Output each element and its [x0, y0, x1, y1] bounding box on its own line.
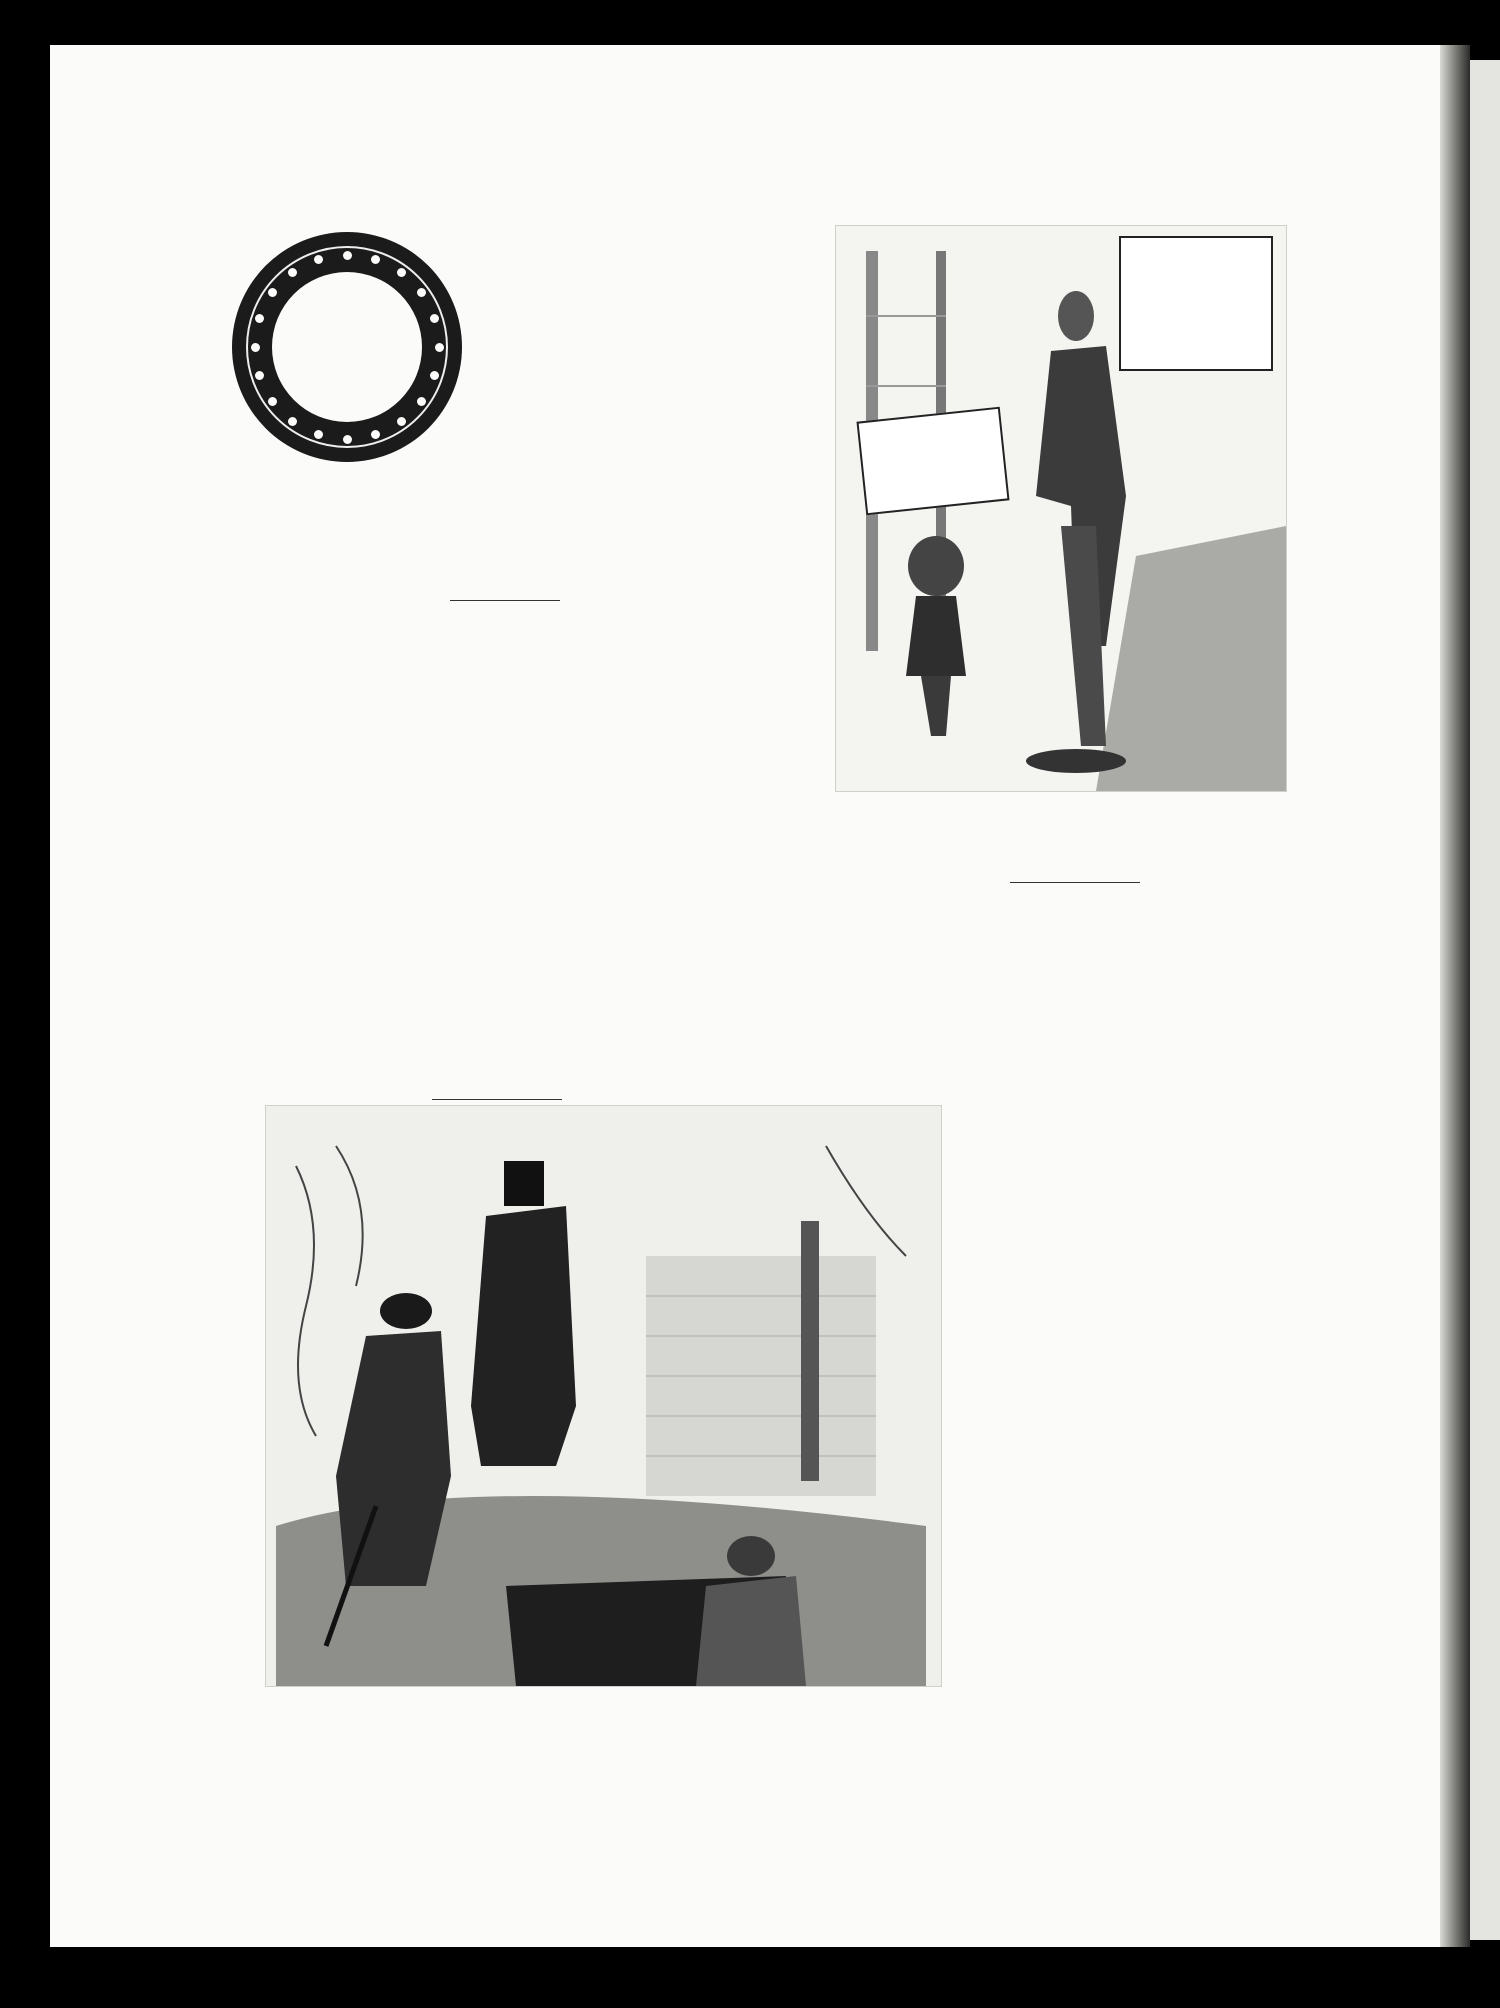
giant-head	[1058, 291, 1094, 341]
divider	[450, 600, 560, 601]
cartoon-covetous	[265, 1105, 942, 1687]
initial-dot	[251, 343, 260, 352]
laborer-hat	[380, 1293, 432, 1329]
initial-dot	[314, 430, 323, 439]
decorative-initial-w	[232, 232, 462, 462]
laborer-figure	[336, 1331, 451, 1586]
facing-page-edge	[1470, 60, 1500, 1940]
initial-dot	[430, 371, 439, 380]
initial-letter	[272, 272, 422, 422]
initial-dot	[255, 371, 264, 380]
dwarf-body	[906, 596, 966, 676]
dwarf-legs	[921, 676, 951, 736]
digger-figure	[696, 1576, 806, 1686]
initial-dot	[397, 417, 406, 426]
initial-dot	[343, 435, 352, 444]
initial-dot	[255, 314, 264, 323]
divider	[1010, 882, 1140, 883]
initial-dot	[268, 397, 277, 406]
initial-dot	[371, 430, 380, 439]
initial-dot	[371, 255, 380, 264]
book-spine-shadow	[1440, 45, 1470, 1947]
cartoon-repartee	[835, 225, 1287, 792]
divider	[432, 1099, 562, 1100]
stranger-figure	[471, 1206, 576, 1466]
initial-dot	[417, 397, 426, 406]
cartoon-drawing	[266, 1106, 941, 1686]
dwarf-head	[908, 536, 964, 596]
digger-head	[727, 1536, 775, 1576]
initial-dot	[343, 251, 352, 260]
stranger-top-hat	[504, 1161, 544, 1206]
initial-dot	[314, 255, 323, 264]
wall-shadow	[1096, 526, 1286, 791]
giant-shoes	[1026, 749, 1126, 773]
gate-post	[801, 1221, 819, 1481]
sign-dwarf	[856, 407, 1009, 516]
initial-dot	[430, 314, 439, 323]
initial-dot	[435, 343, 444, 352]
initial-dot	[397, 268, 406, 277]
sign-giant	[1119, 236, 1273, 371]
